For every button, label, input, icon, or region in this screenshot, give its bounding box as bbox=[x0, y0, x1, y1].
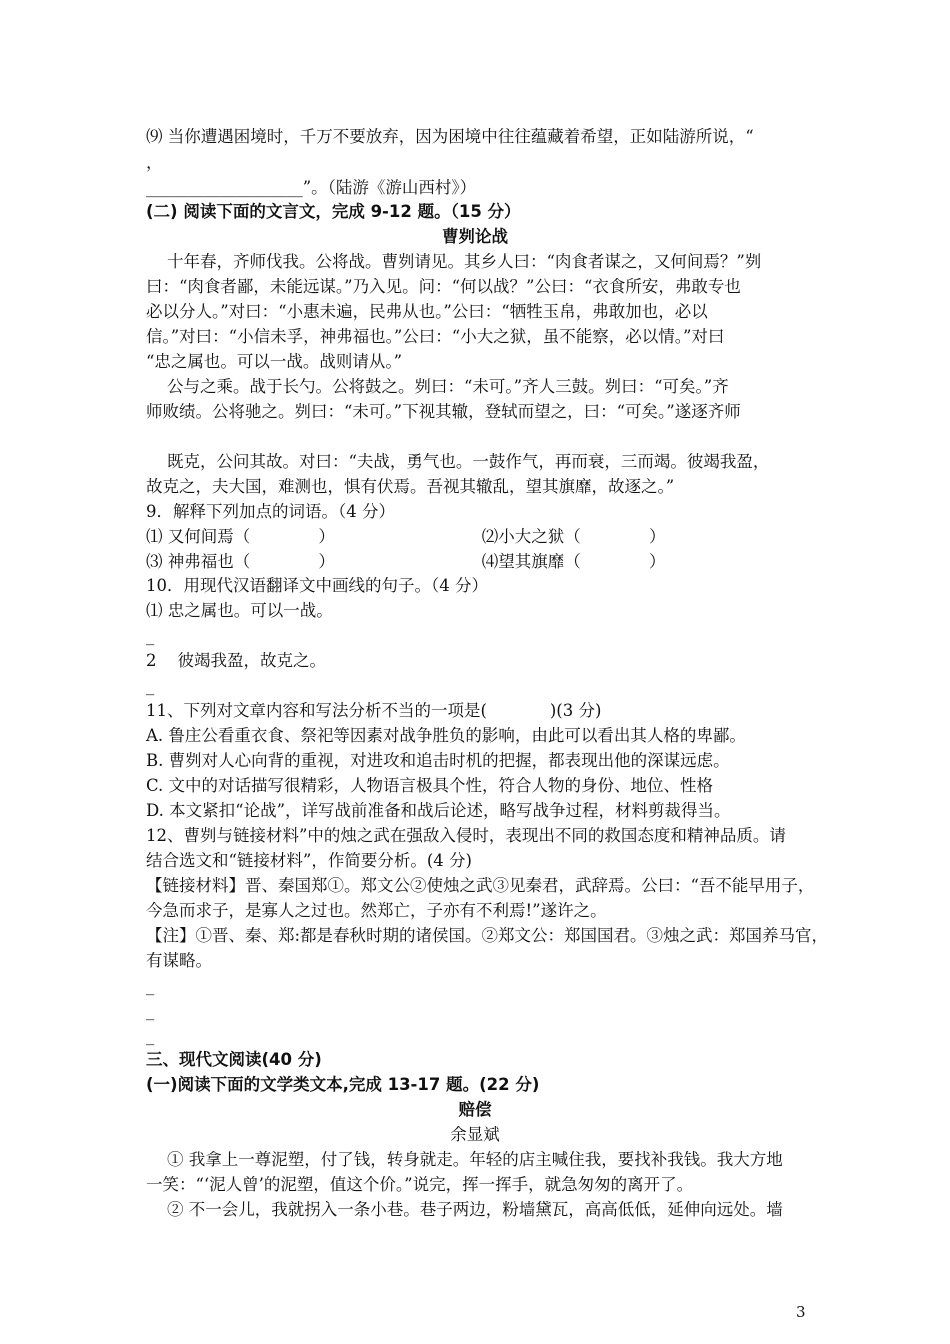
note-cont: 有谋略。 bbox=[146, 951, 212, 970]
option-d: D. 本文紧扣“论战”，详写战前准备和战后论述，略写战争过程，材料剪裁得当。 bbox=[146, 801, 731, 820]
line-6: 曰：“肉食者鄙，未能远谋。”乃入见。问：“何以战？”公曰：“衣食所安，弗敢专也 bbox=[146, 277, 741, 296]
line-13: 故克之，夫大国，难测也，惧有伏焉。吾视其辙乱，望其旗靡，故逐之。” bbox=[146, 477, 675, 496]
question-12-cont: 结合选文和“链接材料”，作简要分析。(4 分) bbox=[146, 851, 472, 870]
line-11: 师败绩。公将驰之。刿曰：“未可。”下视其辙，登轼而望之，曰：“可矣。”遂逐齐师 bbox=[146, 402, 741, 421]
question-9: 9．解释下列加点的词语。（4 分） bbox=[146, 502, 395, 521]
line-9: “忠之属也。可以一战。战则请从。” bbox=[146, 352, 403, 371]
option-c: C. 文中的对话描写很精彩，人物语言极具个性，符合人物的身份、地位、性格 bbox=[146, 776, 714, 795]
question-12: 12、曹刿与链接材料”中的烛之武在强敌入侵时，表现出不同的救国态度和精神品质。请 bbox=[146, 826, 786, 845]
line-8: 信。”对曰：“小信未孚，神弗福也。”公曰：“小大之狱，虽不能察，必以情。”对曰 bbox=[146, 327, 725, 346]
line-41: 一笑：“‘泥人曾’的泥塑，值这个价。”说完，挥一挥手，就急匆匆的离开了。 bbox=[146, 1175, 694, 1194]
line-12: 既克，公问其故。对曰：“夫战，勇气也。一鼓作气，再而衰，三而竭。彼竭我盈， bbox=[146, 452, 770, 471]
question-10: 10．用现代汉语翻译文中画线的句子。（4 分） bbox=[146, 576, 488, 595]
line-1: ， bbox=[146, 153, 163, 172]
answer-blank: _ bbox=[146, 976, 155, 995]
link-material-cont: 今急而求子，是寡人之过也。然郑亡，子亦有不利焉!”遂许之。 bbox=[146, 901, 607, 920]
passage-author: 余显斌 bbox=[450, 1125, 500, 1144]
answer-blank: _ bbox=[146, 676, 155, 695]
line-2: ___________________”。（陆游《游山西村》） bbox=[146, 178, 477, 197]
answer-blank: _ bbox=[146, 1026, 155, 1045]
section-heading-classical: (二) 阅读下面的文言文，完成 9-12 题。（15 分） bbox=[146, 202, 521, 221]
page-number: 3 bbox=[796, 1303, 806, 1321]
link-material: 【链接材料】晋、秦国郑①。郑文公②使烛之武③见秦君，武辞焉。公曰：“吾不能早用子， bbox=[146, 876, 815, 895]
answer-blank: _ bbox=[146, 626, 155, 645]
section-heading-modern: 三、现代文阅读(40 分) bbox=[146, 1050, 322, 1069]
line-7: 必以分人。”对曰：“小惠未遍，民弗从也。”公曰：“牺牲玉帛，弗敢加也，必以 bbox=[146, 302, 708, 321]
line-0: ⑼ 当你遭遇困境时，千万不要放弃，因为困境中往往蕴藏着希望，正如陆游所说，“ bbox=[146, 127, 754, 146]
line-10: 公与之乘。战于长勺。公将鼓之。刿曰：“未可。”齐人三鼓。刿曰：“可矣。”齐 bbox=[146, 377, 729, 396]
line-5: 十年春，齐师伐我。公将战。曹刿请见。其乡人曰：“肉食者谋之，又何间焉？”刿 bbox=[146, 252, 762, 271]
option-a: A. 鲁庄公看重衣食、祭祀等因素对战争胜负的影响，由此可以看出其人格的卑鄙。 bbox=[146, 726, 746, 745]
question-10-item-2: 2 彼竭我盈，故克之。 bbox=[146, 651, 326, 670]
question-11: 11、下列对文章内容和写法分析不当的一项是( )(3 分) bbox=[146, 701, 602, 720]
question-10-item-1: ⑴ 忠之属也。可以一战。 bbox=[146, 601, 333, 620]
question-9-items-b: ⑶ 神弗福也（ ） ⑷望其旗靡（ ） bbox=[146, 552, 666, 571]
question-9-items-a: ⑴ 又何间焉（ ） ⑵小大之狱（ ） bbox=[146, 527, 666, 546]
subsection-heading-literary: (一)阅读下面的文学类文本,完成 13-17 题。(22 分) bbox=[146, 1075, 540, 1094]
answer-blank: _ bbox=[146, 1001, 155, 1020]
option-b: B. 曹刿对人心向背的重视，对进攻和追击时机的把握，都表现出他的深谋远虑。 bbox=[146, 751, 730, 770]
passage-title-peichang: 赔偿 bbox=[458, 1100, 492, 1119]
line-40: ① 我拿上一尊泥塑，付了钱，转身就走。年轻的店主喊住我，要找补我钱。我大方地 bbox=[146, 1150, 783, 1169]
line-42: ② 不一会儿，我就拐入一条小巷。巷子两边，粉墙黛瓦，高高低低，延伸向远处。墙 bbox=[146, 1200, 783, 1219]
note: 【注】①晋、秦、郑:都是春秋时期的诸侯国。②郑文公：郑国国君。③烛之武：郑国养马官， bbox=[146, 926, 829, 945]
passage-title-caogui: 曹刿论战 bbox=[442, 227, 508, 246]
